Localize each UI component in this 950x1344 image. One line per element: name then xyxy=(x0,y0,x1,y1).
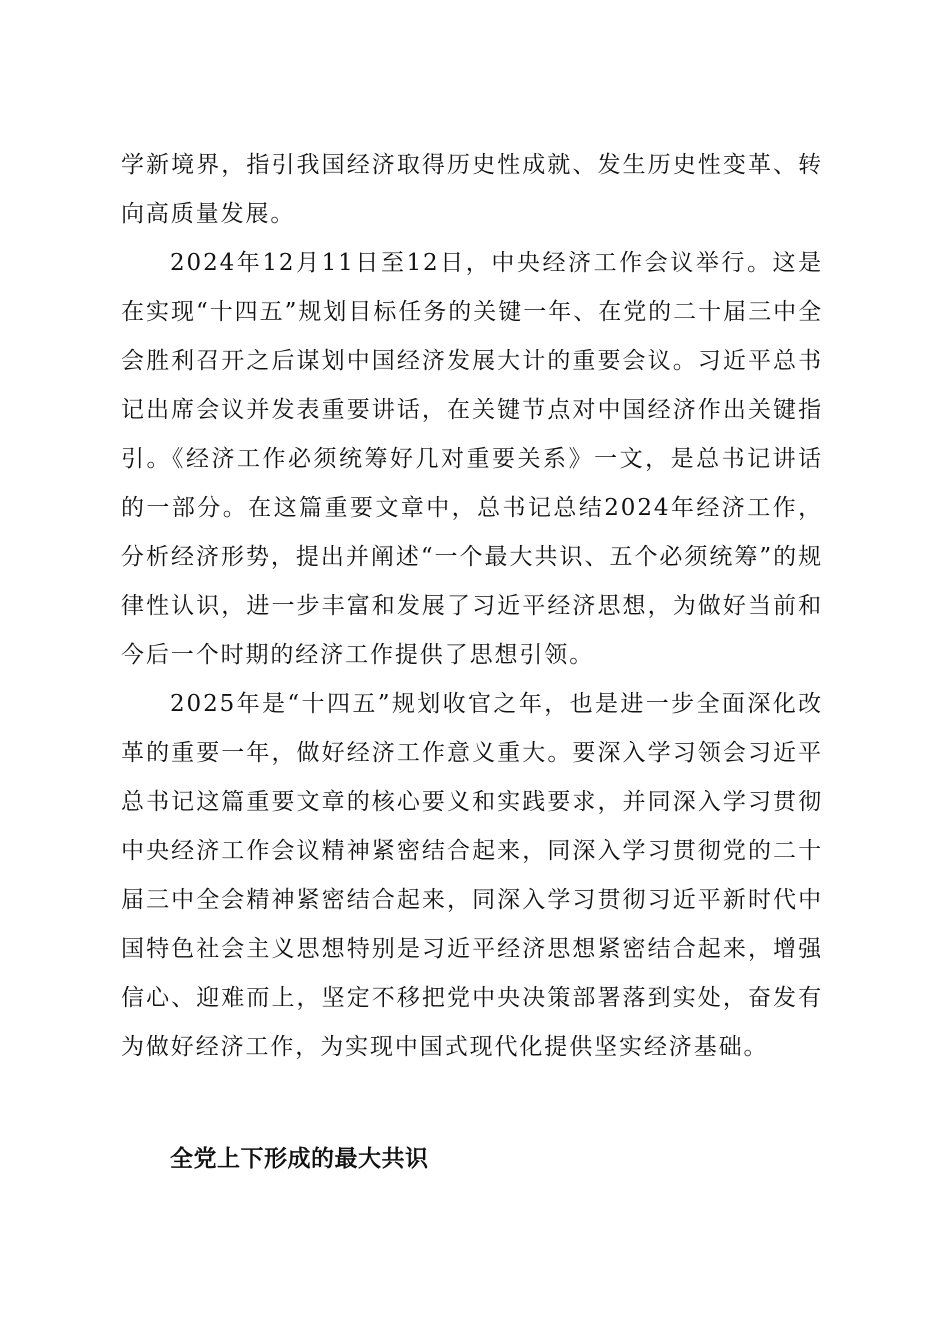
paragraph-continuation: 学新境界，指引我国经济取得历史性成就、发生历史性变革、转向高质量发展。 xyxy=(121,152,823,227)
body-text xyxy=(121,141,823,1072)
paragraph-2025: 2025年是“十四五”规划收官之年，也是进一步全面深化改革的重要一年，做好经济工作意义重大。要深入学习领会习近平总书记这篇重要文章的核心要义和实践要求，并同深入学习贯彻中央经济工作会议精神紧密结合起来，同深入学习贯彻党的二十届三中全会精神紧密结合起来，同深入学习贯彻习近平新时代中国特色社会主义思想特别是习近平经济思想紧密结合起来，增强信心、迎难而上，坚定不移把党中央决策部署落到实处，奋发有为做好经济工作，为实现中国式现代化提供坚实经济基础。 xyxy=(121,691,823,1060)
paragraph-meeting: 2024年12月11日至12日，中央经济工作会议举行。这是在实现“十四五”规划目标任务的关键一年、在党的二十届三中全会胜利召开之后谋划中国经济发展大计的重要会议。习近平总书记出席会议并发表重要讲话，在关键节点对中国经济作出关键指引。《经济工作必须统筹好几对重要关系》一文，是总书记讲话的一部分。在这篇重要文章中，总书记总结2024年经济工作，分析经济形势，提出并阐述“一个最大共识、五个必须统筹”的规律性认识，进一步丰富和发展了习近平经济思想，为做好当前和今后一个时期的经济工作提供了思想引领。 xyxy=(121,250,823,668)
section-heading: 全党上下形成的最大共识 xyxy=(170,1146,429,1172)
